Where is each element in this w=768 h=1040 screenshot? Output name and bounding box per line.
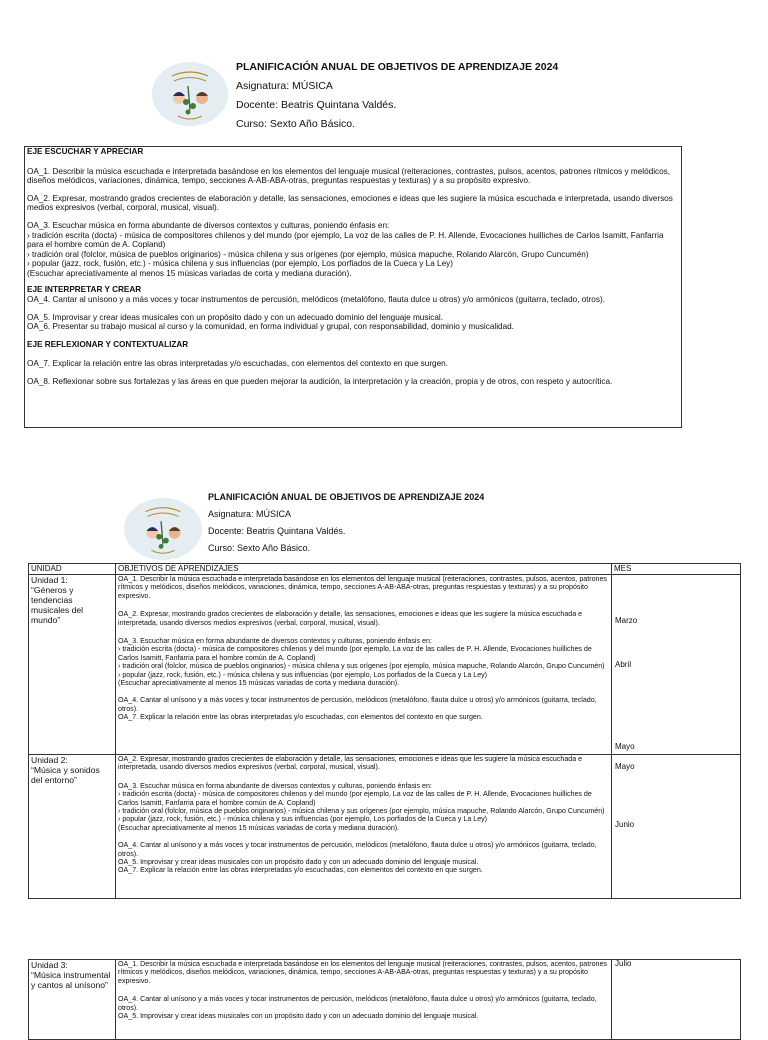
eje-escuchar-title: EJE ESCUCHAR Y APRECIAR xyxy=(27,147,144,156)
unit-3-objectives xyxy=(116,960,612,1040)
page-title: PLANIFICACIÓN ANUAL DE OBJETIVOS DE APRENDIZAJE 2024 xyxy=(208,492,485,502)
unit-1-oa-2: OA_2. Expresar, mostrando grados crecientes de elaboración y detalle, las sensaciones, emociones e ideas que les sugiere la música escuchada e interpretada, usando diversos medios expresivos (verbal, corporal, musical, visual). xyxy=(118,610,583,627)
unit-1-months xyxy=(612,575,741,755)
header-unidad: UNIDAD xyxy=(29,564,116,575)
subject-line: Asignatura: MÚSICA xyxy=(236,80,333,92)
unit-2-oa-4-5-7: OA_4. Cantar al unísono y a más voces y tocar instrumentos de percusión, melódicos (metalófono, flauta dulce u otros) y/o armónicos (guitarra, teclado, otros). OA_5. Improvisar y crear ideas musicales con un propósito dado y con un adecuado dominio del lenguaje musical. OA_7. Explicar la relación entre las obras interpretadas y/o escuchadas, con elementos del contexto en que surgen. xyxy=(118,841,597,875)
school-logo-icon xyxy=(124,498,202,560)
eje-interpretar-title: EJE INTERPRETAR Y CREAR xyxy=(27,284,142,294)
month-mayo: Mayo xyxy=(615,742,635,751)
oa-3: OA_3. Escuchar música en forma abundante de diversos contextos y culturas, poniendo énfasis en: › tradición escrita (docta) - música de compositores chilenos y del mundo (por ejemplo, La voz de las calles de P. H. Allende, Evocaciones huilliches de Carlos Isamitt, Fanfarria para el hombre común de A. Copland) › tradición oral (folclor, música de pueblos originarios) - música chilena y sus orígenes (por ejemplo, música mapuche, Rolando Alarcón, Grupo Cuncumén) › popular (jazz, rock, fusión, etc.) - música chilena y sus influencias (por ejemplo, Los porfiados de la Cueca y La Ley) (Escuchar apreciativamente al menos 15 músicas variadas de corta y mediana duración). xyxy=(27,220,664,278)
header-objetivos: OBJETIVOS DE APRENDIZAJES xyxy=(116,564,612,575)
oa-4: OA_4. Cantar al unísono y a más voces y tocar instrumentos de percusión, melódicos (metalófono, flauta dulce u otros) y/o armónicos (guitarra, teclado, otros). xyxy=(27,295,605,305)
header-block xyxy=(236,58,656,134)
month-marzo: Marzo xyxy=(615,616,638,625)
oa-7: OA_7. Explicar la relación entre las obras interpretadas y/o escuchadas, con elementos del contexto en que surgen. xyxy=(27,358,448,368)
unit-2-objectives xyxy=(116,755,612,899)
course-line: Curso: Sexto Año Básico. xyxy=(236,118,356,130)
subject-line: Asignatura: MÚSICA xyxy=(208,509,292,519)
unit-1-oa-1: OA_1. Describir la música escuchada e interpretada basándose en los elementos del lenguaje musical (reiteraciones, contrastes, pulsos, acentos, patrones rítmicos y melódicos, diseños melódicos, variaciones, dinámica, tempo, secciones A-AB-ABA-otras, preguntas respuestas y texturas) y a su propósito expresivo. xyxy=(118,575,607,600)
table-row-unit-2 xyxy=(29,755,741,899)
teacher-line: Docente: Beatris Quintana Valdés. xyxy=(208,526,346,536)
school-logo-icon xyxy=(152,62,228,126)
header-block-2 xyxy=(208,489,628,557)
unit-2-oa-3: OA_3. Escuchar música en forma abundante de diversos contextos y culturas, poniendo énfasis en: › tradición escrita (docta) - música de compositores chilenos y del mundo (por ejemplo, La voz de las calles de P. H. Allende, Evocaciones huilliches de Carlos Isamitt, Fanfarria para el hombre común de A. Copland) › tradición oral (folclor, música de pueblos originarios) - música chilena y sus orígenes (por ejemplo, música mapuche, Rolando Alarcón, Grupo Cuncumén) › popular (jazz, rock, fusión, etc.) - música chilena y sus influencias (por ejemplo, Los porfiados de la Cueca y La Ley) (Escuchar apreciativamente al menos 15 músicas variadas de corta y mediana duración). xyxy=(118,781,605,832)
unit-3-oa-4-5: OA_4. Cantar al unísono y a más voces y tocar instrumentos de percusión, melódicos (metalófono, flauta dulce u otros) y/o armónicos (guitarra, teclado, otros). OA_5. Improvisar y crear ideas musicales con un propósito dado y con un adecuado dominio del lenguaje musical. xyxy=(118,995,597,1021)
oa-8: OA_8. Reflexionar sobre sus fortalezas y las áreas en que pueden mejorar la audición, la interpretación y la creación, propia y de otros, con respeto y autocrítica. xyxy=(27,377,613,387)
header-mes: MES xyxy=(612,564,741,575)
unit-1-oa-4-7: OA_4. Cantar al unísono y a más voces y tocar instrumentos de percusión, melódicos (metalófono, flauta dulce u otros) y/o armónicos (guitarra, teclado, otros). OA_7. Explicar la relación entre las obras interpretadas y/o escuchadas, con elementos del contexto en que surgen. xyxy=(118,696,597,722)
month-junio: Junio xyxy=(615,820,635,829)
unit-3-months xyxy=(612,960,741,1040)
table-header-row xyxy=(29,564,741,575)
month-abril: Abril xyxy=(615,660,632,669)
unit-2-months xyxy=(612,755,741,899)
unit-2-name: Unidad 2: “Música y sonidos del entorno” xyxy=(29,755,116,899)
unit-1-oa-3: OA_3. Escuchar música en forma abundante de diversos contextos y culturas, poniendo énfasis en: › tradición escrita (docta) - música de compositores chilenos y del mundo (por ejemplo, La voz de las calles de P. H. Allende, Evocaciones huilliches de Carlos Isamitt, Fanfarria para el hombre común de A. Copland) › tradición oral (folclor, música de pueblos originarios) - música chilena y sus orígenes (por ejemplo, música mapuche, Rolando Alarcón, Grupo Cuncumén) › popular (jazz, rock, fusión, etc.) - música chilena y sus influencias (por ejemplo, Los porfiados de la Cueca y La Ley) (Escuchar apreciativamente al menos 15 músicas variadas de corta y mediana duración). xyxy=(118,637,605,688)
table-row-unit-1 xyxy=(29,575,741,755)
planning-table-2 xyxy=(28,959,741,1040)
unit-1-objectives xyxy=(116,575,612,755)
course-line: Curso: Sexto Año Básico. xyxy=(208,543,311,553)
teacher-line: Docente: Beatris Quintana Valdés. xyxy=(236,99,397,111)
unit-1-name: Unidad 1: “Géneros y tendencias musicales del mundo” xyxy=(29,575,116,755)
unit-3-name: Unidad 3: “Música instrumental y cantos al unísono” xyxy=(29,960,116,1040)
unit-2-oa-2: OA_2. Expresar, mostrando grados crecientes de elaboración y detalle, las sensaciones, emociones e ideas que les sugiere la música escuchada e interpretada, usando diversos medios expresivos (verbal, corporal, musical, visual). xyxy=(118,755,583,772)
page-title: PLANIFICACIÓN ANUAL DE OBJETIVOS DE APRENDIZAJE 2024 xyxy=(236,61,559,73)
table-row-unit-3 xyxy=(29,960,741,1040)
oa-2: OA_2. Expresar, mostrando grados crecientes de elaboración y detalle, las sensaciones, emociones e ideas que les sugiere la música escuchada e interpretada, usando diversos medios expresivos (verbal, corporal, musical, visual). xyxy=(27,193,673,213)
objectives-box xyxy=(24,146,682,428)
eje-reflexionar-title: EJE REFLEXIONAR Y CONTEXTUALIZAR xyxy=(27,339,189,349)
oa-5-6: OA_5. Improvisar y crear ideas musicales con un propósito dado y con un adecuado dominio del lenguaje musical. OA_6. Presentar su trabajo musical al curso y la comunidad, en forma individual y grupal, con responsabilidad, dominio y musicalidad. xyxy=(27,312,514,332)
month-julio: Julio xyxy=(615,959,632,968)
planning-table xyxy=(28,563,741,899)
oa-1: OA_1. Describir la música escuchada e interpretada basándose en los elementos del lenguaje musical (reiteraciones, contrastes, pulsos, acentos, patrones rítmicos y melódicos, diseños melódicos, variaciones, dinámica, tempo, secciones A-AB-ABA-otras, preguntas respuestas y texturas) y a su propósito expresivo. xyxy=(27,166,671,186)
month-mayo: Mayo xyxy=(615,762,635,771)
unit-3-oa-1: OA_1. Describir la música escuchada e interpretada basándose en los elementos del lenguaje musical (reiteraciones, contrastes, pulsos, acentos, patrones rítmicos y melódicos, diseños melódicos, variaciones, dinámica, tempo, secciones A-AB-ABA-otras, preguntas respuestas y texturas) y a su propósito expresivo. xyxy=(118,960,607,985)
